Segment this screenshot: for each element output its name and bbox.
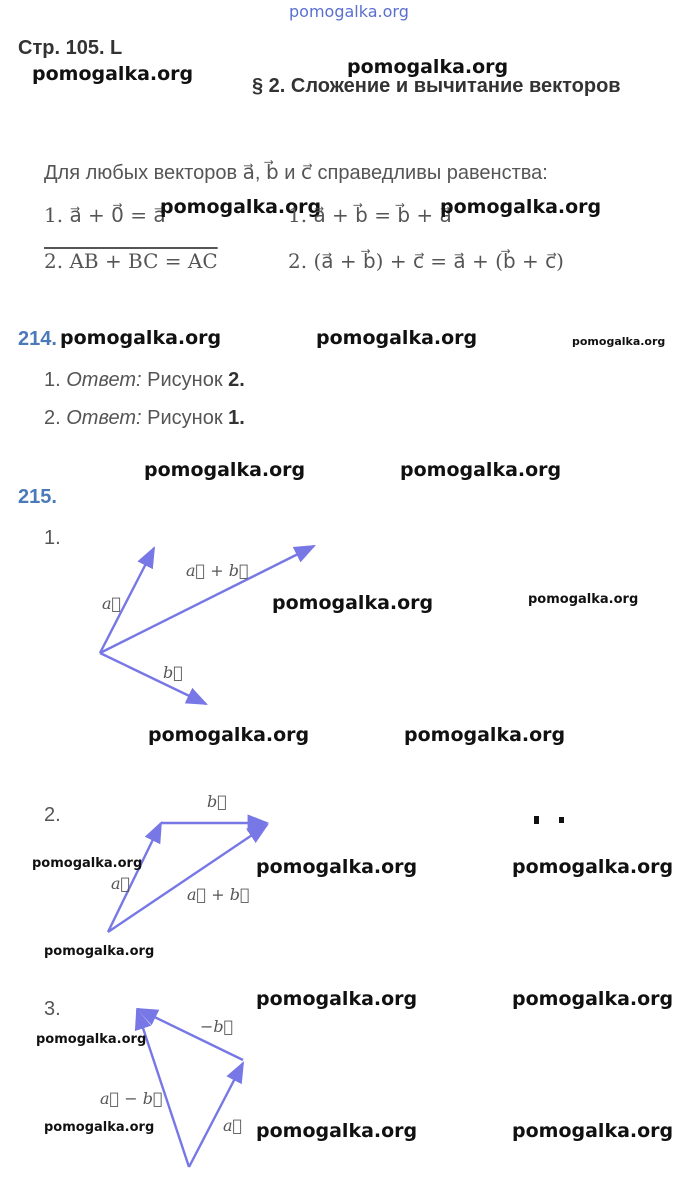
label-b: b⃗ — [163, 663, 183, 682]
vector-sum — [108, 825, 267, 932]
watermark: pomogalka.org — [289, 2, 409, 21]
watermark: pomogalka.org — [256, 1120, 418, 1142]
watermark: pomogalka.org — [347, 56, 509, 78]
item-number: 2. — [44, 804, 61, 826]
rule-right-1: 1. a⃗ + b⃗ = b⃗ + a⃗ — [288, 203, 452, 227]
dot-mark — [534, 816, 539, 824]
rule-right-2: 2. (a⃗ + b⃗) + c⃗ = a⃗ + (b⃗ + c⃗) — [288, 249, 564, 273]
watermark: pomogalka.org — [316, 327, 478, 349]
watermark: pomogalka.org — [528, 592, 639, 607]
label-diff: a⃗ − b⃗ — [100, 1089, 163, 1108]
problem-number-215: 215. — [18, 486, 57, 508]
watermark: pomogalka.org — [572, 335, 666, 348]
watermark: pomogalka.org — [512, 1120, 674, 1142]
label-neg-b: −b⃗ — [200, 1017, 234, 1036]
label-a: a⃗ — [223, 1116, 243, 1135]
label-b: b⃗ — [207, 792, 227, 811]
vector-b — [100, 653, 206, 704]
watermark: pomogalka.org — [256, 988, 418, 1010]
watermark: pomogalka.org — [148, 724, 310, 746]
answer-214-1: 1. Ответ: Рисунок 2. — [44, 369, 245, 391]
problem-number-214: 214. — [18, 328, 57, 350]
rule-left-2: 2. AB + BC = AC — [44, 249, 218, 273]
watermark: pomogalka.org — [60, 327, 222, 349]
watermark: pomogalka.org — [440, 196, 602, 218]
label-a: a⃗ — [111, 874, 131, 893]
watermark: pomogalka.org — [36, 1032, 147, 1047]
page-reference: Стр. 105. L — [18, 37, 123, 59]
theory-intro: Для любых векторов a⃗, b⃗ и c⃗ справедливы равенства: — [44, 162, 548, 184]
watermark: pomogalka.org — [404, 724, 566, 746]
vector-a — [189, 1063, 243, 1167]
label-sum: a⃗ + b⃗ — [186, 561, 249, 580]
watermark: pomogalka.org — [144, 459, 306, 481]
watermark: pomogalka.org — [512, 856, 674, 878]
section-title: § 2. Сложение и вычитание векторов — [252, 75, 621, 97]
answer-214-2: 2. Ответ: Рисунок 1. — [44, 407, 245, 429]
label-sum: a⃗ + b⃗ — [187, 885, 250, 904]
watermark: pomogalka.org — [44, 944, 155, 959]
watermark: pomogalka.org — [256, 856, 418, 878]
dot-mark — [559, 817, 564, 823]
watermark: pomogalka.org — [160, 196, 322, 218]
item-number: 1. — [44, 527, 61, 549]
watermark: pomogalka.org — [400, 459, 562, 481]
watermark: pomogalka.org — [272, 592, 434, 614]
label-a: a⃗ — [102, 594, 122, 613]
item-number: 3. — [44, 998, 61, 1020]
watermark: pomogalka.org — [512, 988, 674, 1010]
watermark: pomogalka.org — [32, 63, 194, 85]
watermark: pomogalka.org — [32, 856, 143, 871]
rule-left-1: 1. a⃗ + 0⃗ = a⃗ — [44, 203, 166, 227]
watermark: pomogalka.org — [44, 1120, 155, 1135]
